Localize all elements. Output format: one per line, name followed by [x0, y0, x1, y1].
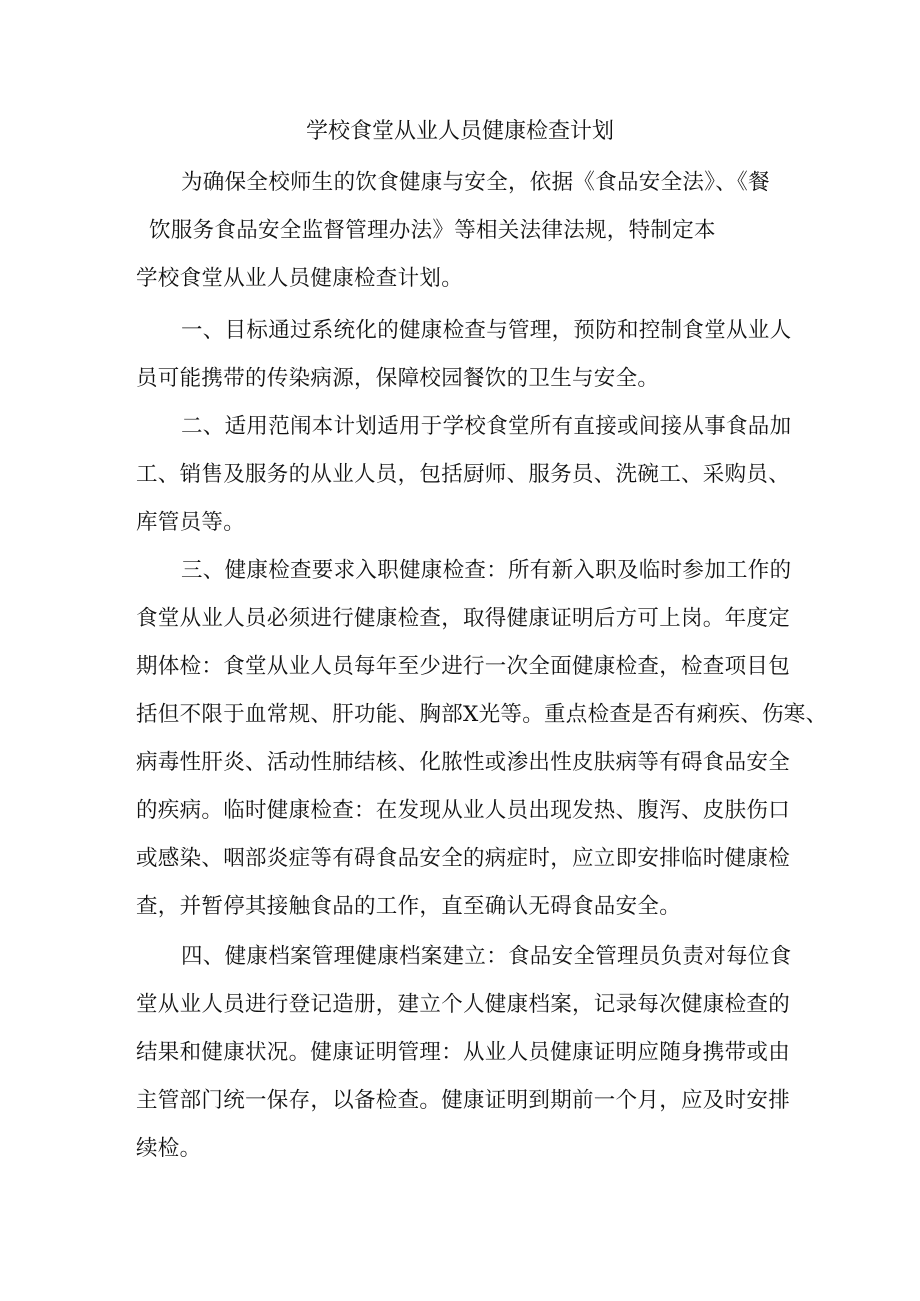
section3-line-6: 的疾病。临时健康检查：在发现从业人员出现发热、腹泻、皮肤伤口	[136, 798, 791, 823]
section3-line-3: 期体检：食堂从业人员每年至少进行一次全面健康检查，检查项目包	[136, 654, 791, 679]
section4-line-3: 结果和健康状况。健康证明管理：从业人员健康证明应随身携带或由	[136, 1040, 791, 1065]
section4-line-1: 四、健康档案管理健康档案建立：食品安全管理员负责对每位食	[181, 944, 792, 969]
section3-line-2: 食堂从业人员必须进行健康检查，取得健康证明后方可上岗。年度定	[136, 606, 791, 631]
section4-line-5: 续检。	[136, 1136, 202, 1161]
section1-line-1: 一、目标通过系统化的健康检查与管理，预防和控制食堂从业人	[181, 318, 792, 343]
section2-line-1: 二、适用范闱本计划适用于学校食堂所有直接或间接从事食品加	[181, 414, 792, 439]
section3-line-8: 查，并暂停其接触食品的工作，直至确认无碍食品安全。	[136, 894, 682, 919]
section4-line-4: 主管部门统一保存，以备检查。健康证明到期前一个月，应及时安排	[136, 1088, 791, 1113]
intro-line-1: 为确保全校师生的饮食健康与安全，依据《食品安全法》、《餐	[181, 170, 770, 195]
section3-line-4: 括但不限于血常规、肝功能、胸部X光等。重点检查是否有痢疾、伤寒、	[136, 702, 828, 727]
section2-line-2: 工、销售及服务的从业人员，包括厨师、服务员、洗碗工、采购员、	[136, 462, 791, 487]
section3-line-1: 三、健康检查要求入职健康检查：所有新入职及临时参加工作的	[181, 558, 792, 583]
section4-line-2: 堂从业人员进行登记造册，建立个人健康档案，记录每次健康检查的	[136, 992, 791, 1017]
section2-line-3: 库管员等。	[136, 510, 246, 535]
intro-line-3: 学校食堂从业人员健康检查计划。	[136, 266, 464, 291]
section1-line-2: 员可能携带的传染病源，保障校园餐饮的卫生与安全。	[136, 366, 660, 391]
document-title: 学校食堂从业人员健康检查计划	[305, 119, 614, 144]
section3-line-5: 病毒性肝炎、活动性肺结核、化脓性或渗出性皮肤病等有碍食品安全	[136, 750, 791, 775]
section3-line-7: 或感染、咽部炎症等有碍食品安全的病症时，应立即安排临时健康检	[136, 846, 791, 871]
intro-line-2: 饮服务食品安全监督管理办法》等相关法律法规，特制定本	[149, 218, 716, 243]
